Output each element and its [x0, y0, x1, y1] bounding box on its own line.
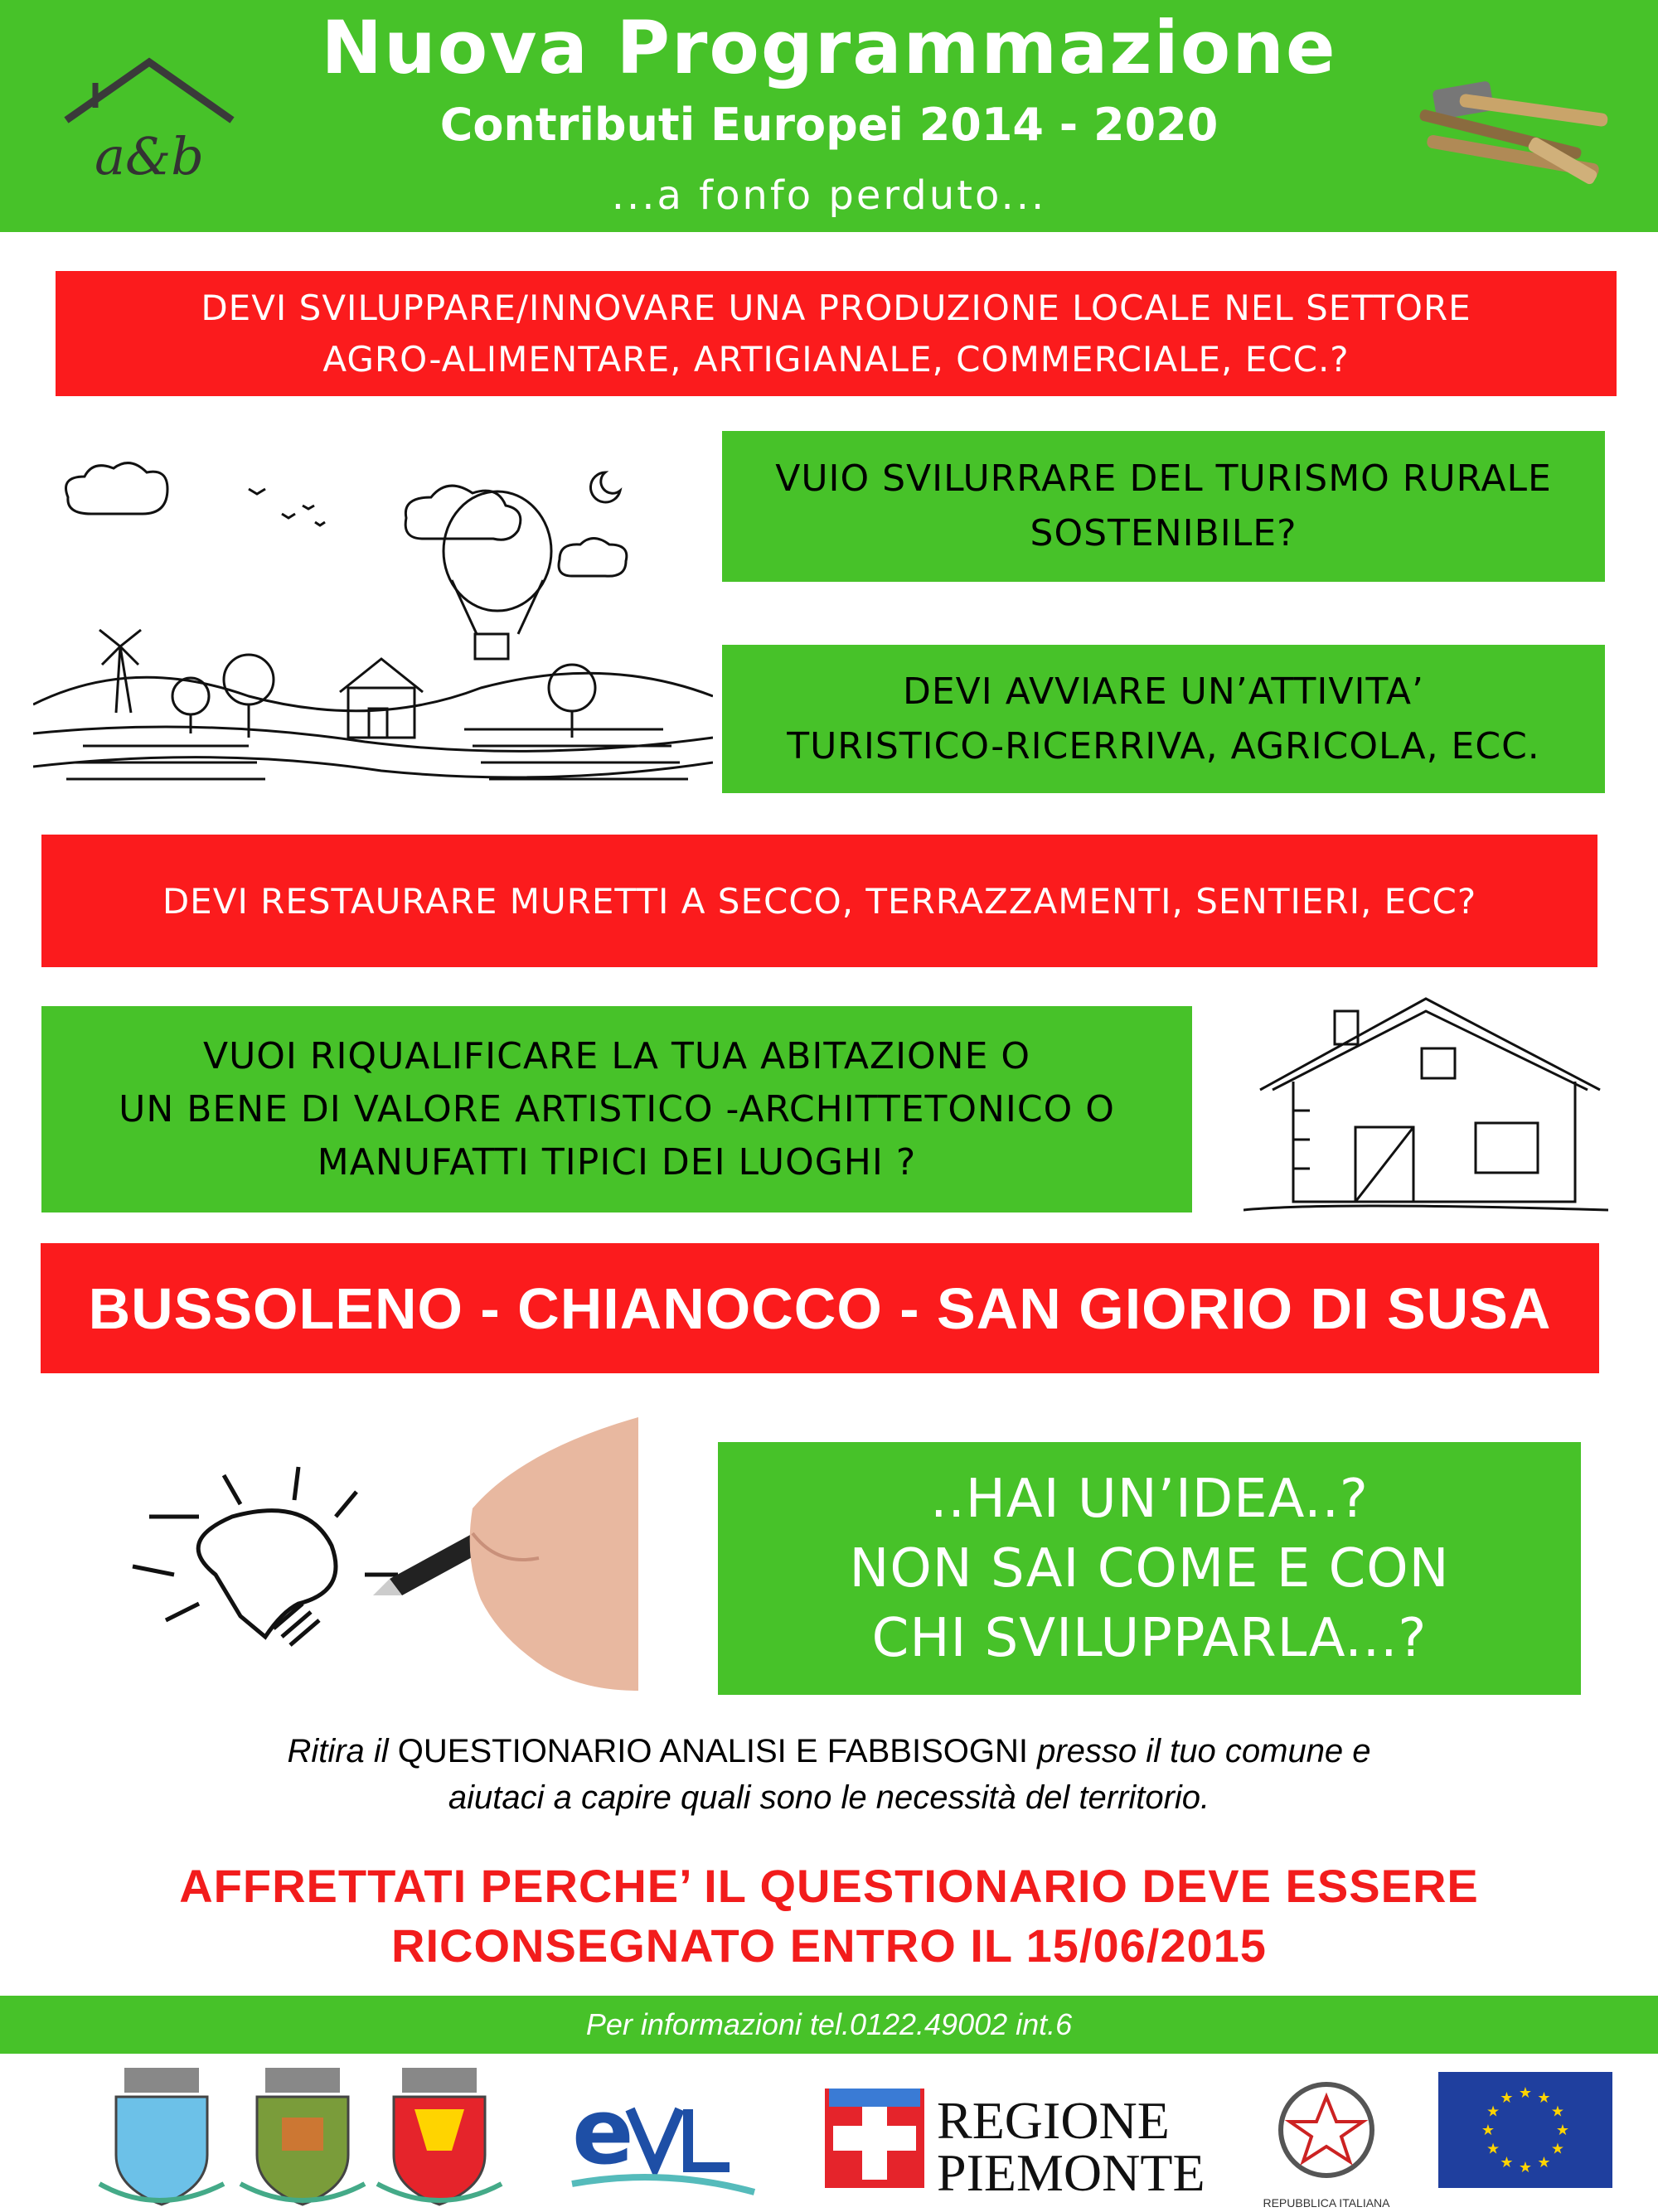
eu-star-icon: ★ [1486, 2103, 1500, 2121]
idea-hand-illustration [83, 1409, 638, 1691]
box-text-line: DEVI AVVIARE UN’ATTIVITA’ [902, 670, 1425, 713]
hand-icon [470, 1417, 638, 1691]
box-text-line: VUOI RIQUALIFICARE LA TUA ABITAZIONE O [202, 1034, 1031, 1077]
page-title: Nuova Programmazione [321, 5, 1337, 90]
eu-star-icon: ★ [1486, 2140, 1500, 2158]
box-text-line: SOSTENIBILE? [1030, 512, 1297, 554]
eu-star-icon: ★ [1537, 2153, 1551, 2171]
coat-of-arms-chianocco-icon [240, 2068, 365, 2205]
logo-text: a&b [95, 126, 204, 186]
deadline-line-2: RICONSEGNATO ENTRO IL 15/06/2015 [391, 1919, 1267, 1972]
box-text-line: CHI SVILUPPARLA...? [871, 1607, 1428, 1669]
cloud-icon [405, 486, 521, 540]
municipalities-banner [41, 1243, 1599, 1373]
eu-star-icon: ★ [1500, 2153, 1514, 2171]
box-text-line: VUIO SVILURRARE DEL TURISMO RURALE [775, 457, 1552, 500]
box-text-line: ..HAI UN’IDEA..? [930, 1468, 1369, 1530]
box-text-line: TURISTICO-RICERRIVA, AGRICOLA, ECC. [787, 724, 1540, 767]
box-text-line: DEVI SVILUPPARE/INNOVARE UNA PRODUZIONE LOCALE NEL SETTORE [201, 287, 1471, 328]
question-box-production [56, 271, 1617, 396]
info-line-2: aiutaci a capire quali sono le necessità del territorio. [448, 1779, 1210, 1816]
rural-landscape-illustration [33, 448, 713, 796]
tools-icon [1401, 70, 1625, 195]
moon-icon [590, 472, 620, 502]
eu-star-icon: ★ [1550, 2140, 1565, 2158]
repubblica-italiana-emblem-icon [1263, 2084, 1390, 2210]
cloud-icon [66, 463, 168, 514]
windmill-icon [99, 630, 141, 713]
coat-of-arms-san-giorio-icon [377, 2068, 502, 2205]
eu-star-icon: ★ [1518, 2084, 1533, 2102]
logos-row [0, 2060, 1658, 2212]
box-text-line: UN BENE DI VALORE ARTISTICO -ARCHITTETONICO O [119, 1087, 1115, 1130]
box-text-line: AGRO-ALIMENTARE, ARTIGIANALE, COMMERCIALE, ECC.? [322, 338, 1350, 380]
regione-piemonte-logo-icon [825, 2089, 1205, 2202]
idea-question-box [718, 1442, 1581, 1695]
question-box-requalify [41, 1006, 1192, 1212]
tagline: ...a fonfo perduto... [611, 172, 1047, 219]
question-box-restore [41, 835, 1597, 967]
evl-logo-icon [572, 2079, 754, 2192]
info-line-1: Ritira il QUESTIONARIO ANALISI E FABBISOGNI presso il tuo comune e [287, 1733, 1371, 1769]
eu-flag-icon [1438, 2072, 1612, 2188]
eu-star-icon: ★ [1537, 2089, 1551, 2108]
house-illustration [1244, 986, 1608, 1227]
hot-air-balloon-icon [444, 491, 551, 659]
eu-star-icon: ★ [1500, 2089, 1514, 2108]
contact-footer [0, 1996, 1658, 2054]
svg-text:e: e [572, 2079, 634, 2185]
eu-star-icon: ★ [1481, 2122, 1496, 2139]
eu-star-icon: ★ [1518, 2159, 1533, 2176]
eu-star-icon: ★ [1555, 2122, 1570, 2139]
question-box-start-activity [722, 645, 1605, 793]
municipalities-text: BUSSOLENO - CHIANOCCO - SAN GIORIO DI SUSA [88, 1275, 1552, 1341]
repubblica-text: REPUBBLICA ITALIANA [1263, 2196, 1390, 2210]
farm-house-icon [340, 659, 423, 738]
lightbulb-icon [133, 1467, 398, 1645]
question-box-rural-tourism [722, 431, 1605, 582]
box-text-line: DEVI RESTAURARE MURETTI A SECCO, TERRAZZAMENTI, SENTIERI, ECC? [162, 880, 1477, 922]
deadline-line-1: AFFRETTATI PERCHE’ IL QUESTIONARIO DEVE ESSERE [179, 1860, 1479, 1912]
page-subtitle: Contributi Europei 2014 - 2020 [439, 99, 1219, 151]
tree-icon [172, 655, 595, 738]
coat-of-arms-bussoleno-icon [99, 2068, 224, 2205]
piemonte-text: PIEMONTE [937, 2143, 1205, 2202]
box-text-line: MANUFATTI TIPICI DEI LUOGHI ? [317, 1140, 917, 1183]
contact-text: Per informazioni tel.0122.49002 int.6 [585, 2007, 1073, 2041]
deadline-notice [50, 1856, 1608, 1976]
info-paragraph [83, 1728, 1575, 1821]
regione-text: REGIONE [937, 2091, 1170, 2150]
box-text-line: NON SAI COME E CON [849, 1537, 1450, 1600]
eu-star-icon: ★ [1550, 2103, 1565, 2121]
cloud-icon [559, 539, 627, 577]
